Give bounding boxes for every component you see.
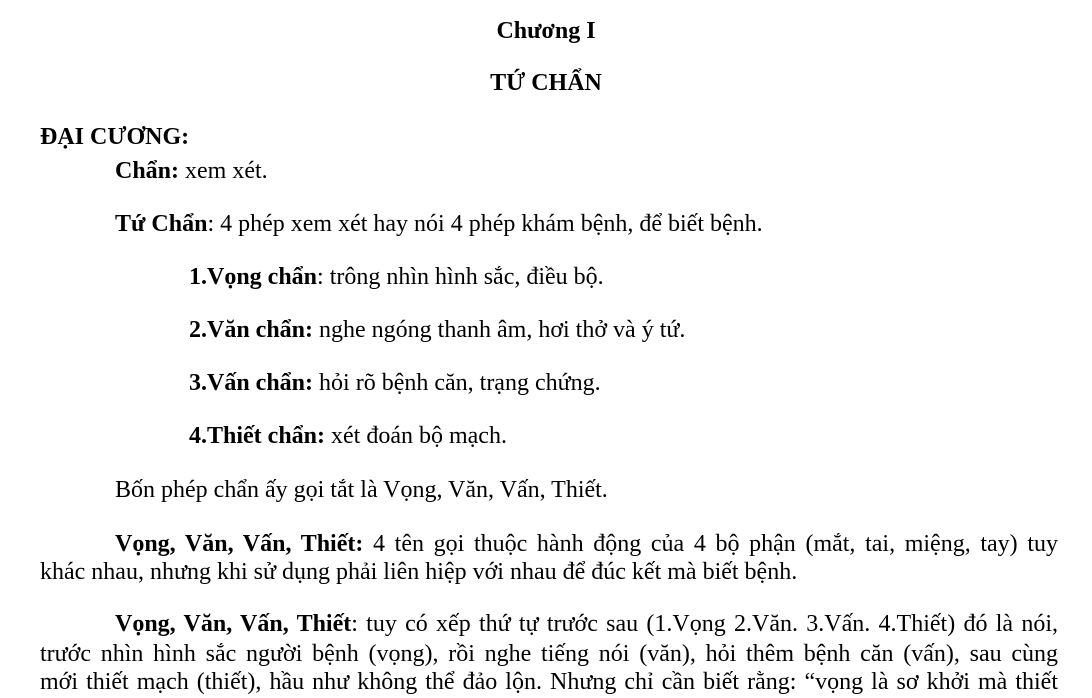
method-item-van-hoi — [189, 369, 601, 397]
paragraph-term: Vọng, Văn, Vấn, Thiết — [115, 611, 352, 637]
paragraph-1-line-1 — [115, 530, 1058, 558]
method-term: 3.Vấn chẩn: — [189, 370, 314, 396]
summary-text: Bốn phép chẩn ấy gọi tắt là Vọng, Văn, Vấn, Thiết. — [115, 477, 608, 503]
paragraph-2-line-3: mới thiết mạch (thiết), hầu như không thể đảo lộn. Nhưng chỉ cần biết rằng: “vọng là sơ khởi mà thiết — [40, 669, 1058, 695]
definition-term: Chẩn: — [115, 158, 180, 184]
chapter-heading: Chương I — [496, 18, 596, 44]
method-text: hỏi rõ bệnh căn, trạng chứng. — [313, 370, 601, 396]
paragraph-text: 4 tên gọi thuộc hành động của 4 bộ phận (mắt, tai, miệng, tay) tuy — [363, 531, 1058, 557]
paragraph-term: Vọng, Văn, Vấn, Thiết: — [115, 531, 364, 557]
paragraph-2-line-1 — [115, 610, 1058, 638]
paragraph-1-line-2: khác nhau, nhưng khi sử dụng phải liên hiệp với nhau để đúc kết mà biết bệnh. — [40, 559, 798, 585]
section-heading: ĐẠI CƯƠNG: — [40, 124, 190, 150]
method-item-vong — [189, 263, 604, 291]
method-term: 1.Vọng chẩn — [189, 264, 318, 290]
definition-text: xem xét. — [179, 158, 268, 184]
definition-tu-chan — [115, 210, 763, 238]
method-text: nghe ngóng thanh âm, hơi thở và ý tứ. — [313, 317, 686, 343]
method-item-thiet — [189, 422, 507, 450]
method-term: 2.Văn chẩn: — [189, 317, 314, 343]
method-item-van — [189, 316, 685, 344]
chapter-title: TỨ CHẨN — [490, 70, 602, 96]
paragraph-text: : tuy có xếp thứ tự trước sau (1.Vọng 2.Văn. 3.Vấn. 4.Thiết) đó là nói, — [351, 611, 1058, 637]
definition-text: : 4 phép xem xét hay nói 4 phép khám bệnh, để biết bệnh. — [207, 211, 763, 237]
method-text: xét đoán bộ mạch. — [325, 423, 507, 449]
definition-term: Tứ Chẩn — [115, 211, 208, 237]
definition-chan — [115, 157, 268, 185]
method-text: : trông nhìn hình sắc, điều bộ. — [317, 264, 604, 290]
paragraph-2-line-2: trước nhìn hình sắc người bệnh (vọng), rồi nghe tiếng nói (văn), hỏi thêm bệnh căn (vấn), sau cùng — [40, 641, 1058, 667]
method-term: 4.Thiết chẩn: — [189, 423, 326, 449]
